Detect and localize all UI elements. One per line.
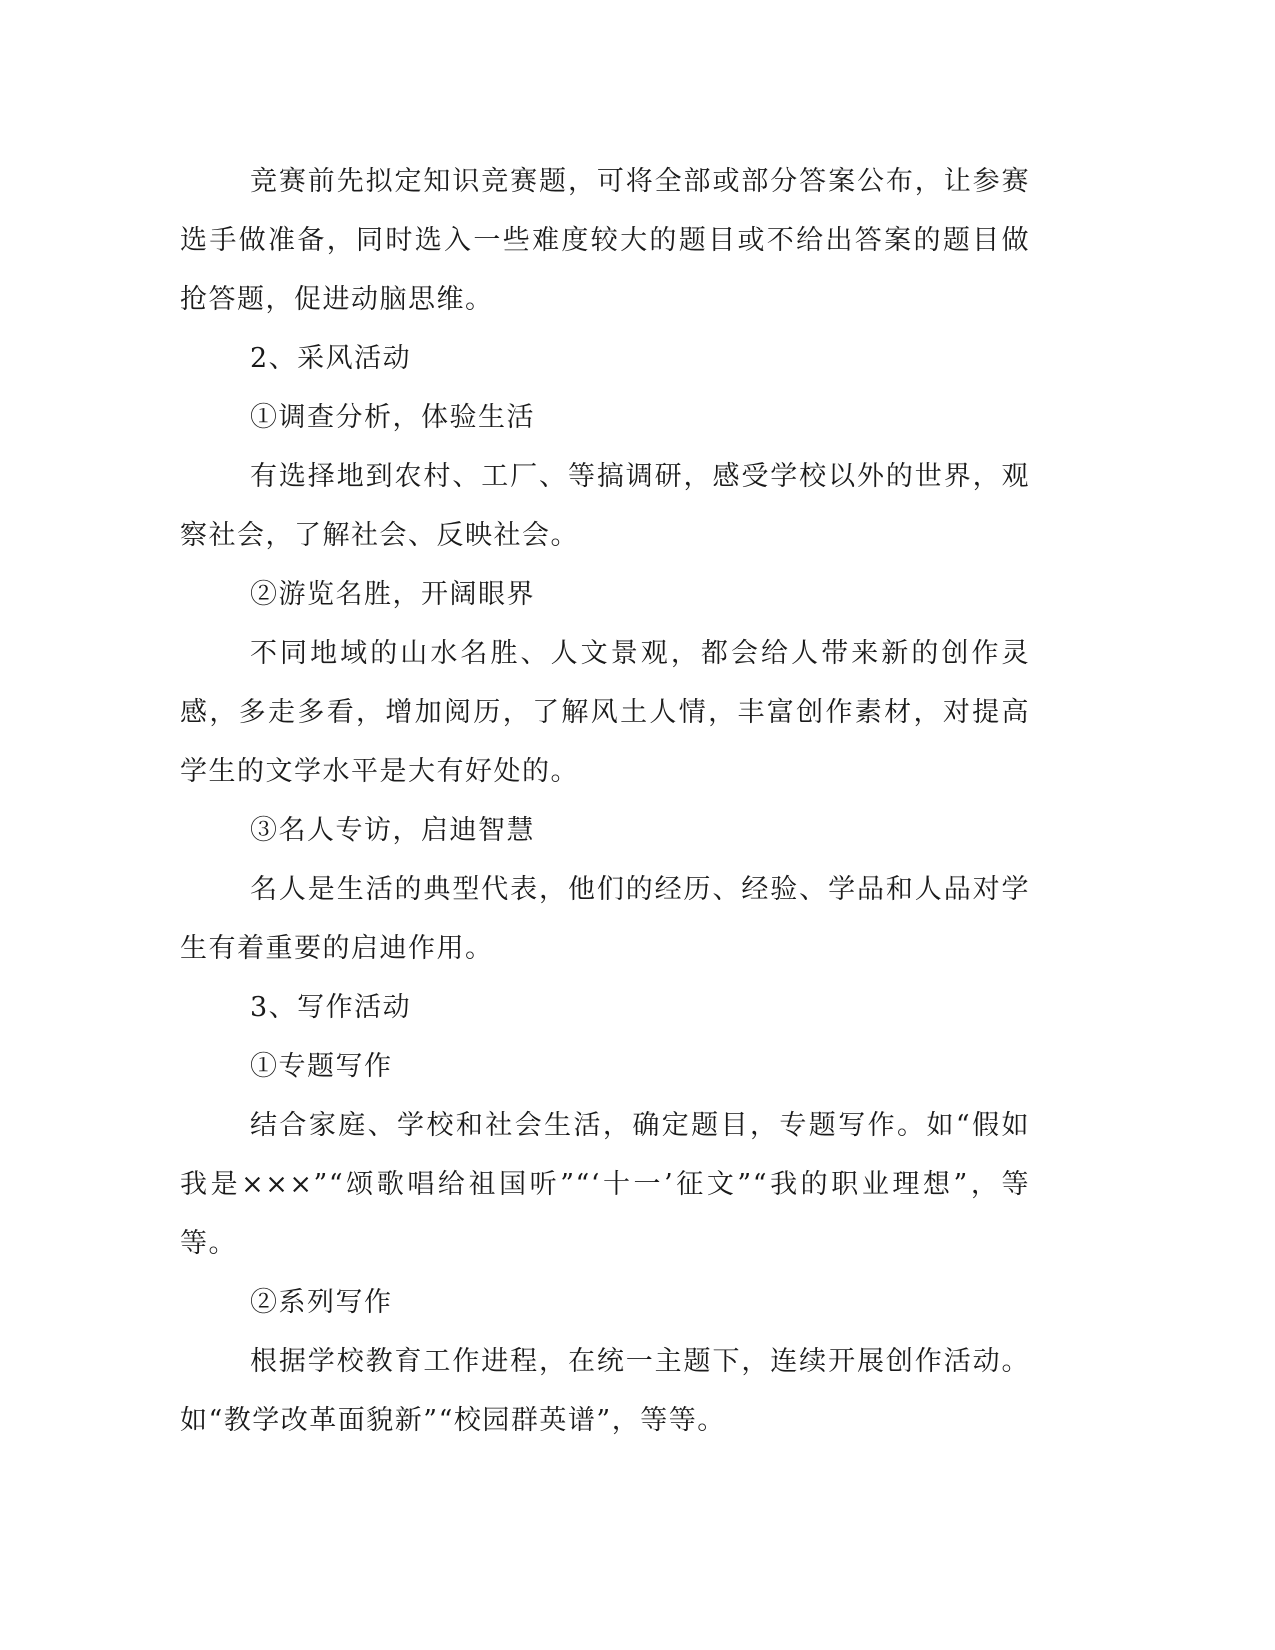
heading-writing-activities: 3、写作活动 [250, 992, 412, 1023]
paragraph-sightseeing: 不同地域的山水名胜、人文景观，都会给人带来新的创作灵感，多走多看，增加阅历，了解风土人情，丰富创作素材，对提高学生的文学水平是大有好处的。 [180, 638, 1030, 787]
paragraph-topic-writing: 结合家庭、学校和社会生活，确定题目，专题写作。如“假如我是×××”“颂歌唱给祖国听”“‘十一’征文”“我的职业理想”，等等。 [180, 1110, 1030, 1259]
paragraph-series-writing: 根据学校教育工作进程，在统一主题下，连续开展创作活动。如“教学改革面貌新”“校园群英谱”，等等。 [180, 1346, 1030, 1436]
subheading-investigation: ①调查分析，体验生活 [250, 402, 535, 433]
subheading-sightseeing: ②游览名胜，开阔眼界 [250, 579, 535, 610]
paragraph-interviews: 名人是生活的典型代表，他们的经历、经验、学品和人品对学生有着重要的启迪作用。 [180, 874, 1030, 964]
document-body [180, 152, 1030, 1450]
subheading-series-writing: ②系列写作 [250, 1287, 393, 1318]
paragraph-quiz-preparation: 竞赛前先拟定知识竞赛题，可将全部或部分答案公布，让参赛选手做准备，同时选入一些难度较大的题目或不给出答案的题目做抢答题，促进动脑思维。 [180, 166, 1030, 315]
subheading-topic-writing: ①专题写作 [250, 1051, 393, 1082]
subheading-interviews: ③名人专访，启迪智慧 [250, 815, 535, 846]
paragraph-investigation: 有选择地到农村、工厂、等搞调研，感受学校以外的世界，观察社会，了解社会、反映社会。 [180, 461, 1030, 551]
heading-field-activities: 2、采风活动 [250, 343, 412, 374]
